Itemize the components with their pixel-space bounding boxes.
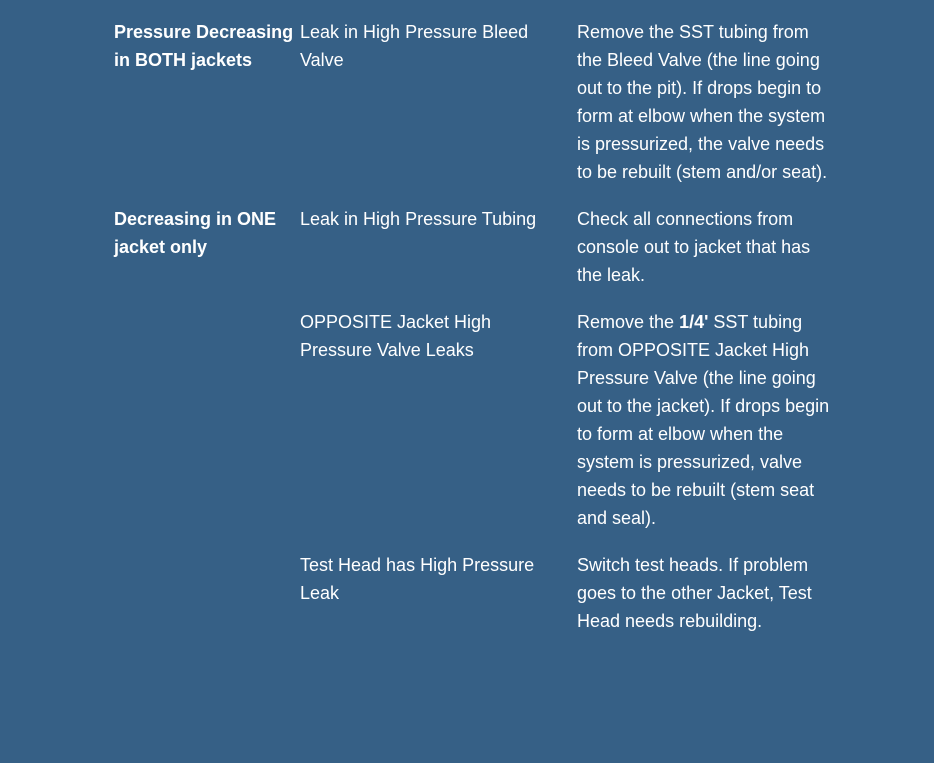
action-cell: Check all connections from console out to jacket that has the leak. [577,209,811,285]
cause-cell: Leak in High Pressure Tubing [300,209,537,229]
table-row [114,18,834,205]
table-row [114,205,834,308]
troubleshooting-table [114,18,834,635]
cause-cell: OPPOSITE Jacket High Pressure Valve Leaks [300,312,492,360]
action-text-prefix: Remove the [577,312,680,332]
action-cell [577,308,834,551]
action-cell: Remove the SST tubing from the Bleed Valve (the line going out to the pit). If drops begin to form at elbow when the system is pressurized, the valve needs to be rebuilt (stem and/or seat). [577,22,828,182]
action-cell: Switch test heads. If problem goes to the other Jacket, Test Head needs rebuilding. [577,555,812,631]
cause-cell: Leak in High Pressure Bleed Valve [300,22,529,70]
table-row [114,551,834,635]
symptom-cell: Decreasing in ONE jacket only [114,209,277,257]
table-row [114,308,834,551]
action-text-emphasis: 1/4' [679,312,709,332]
symptom-cell [114,308,300,551]
cause-cell: Test Head has High Pressure Leak [300,555,535,603]
symptom-cell [114,551,300,635]
action-text-suffix: SST tubing from OPPOSITE Jacket High Pressure Valve (the line going out to the jacket). If drops begin to form at elbow when the system is pressurized, valve needs to be rebuilt (stem seat and seal). [577,312,830,528]
symptom-cell: Pressure Decreasing in BOTH jackets [114,22,294,70]
